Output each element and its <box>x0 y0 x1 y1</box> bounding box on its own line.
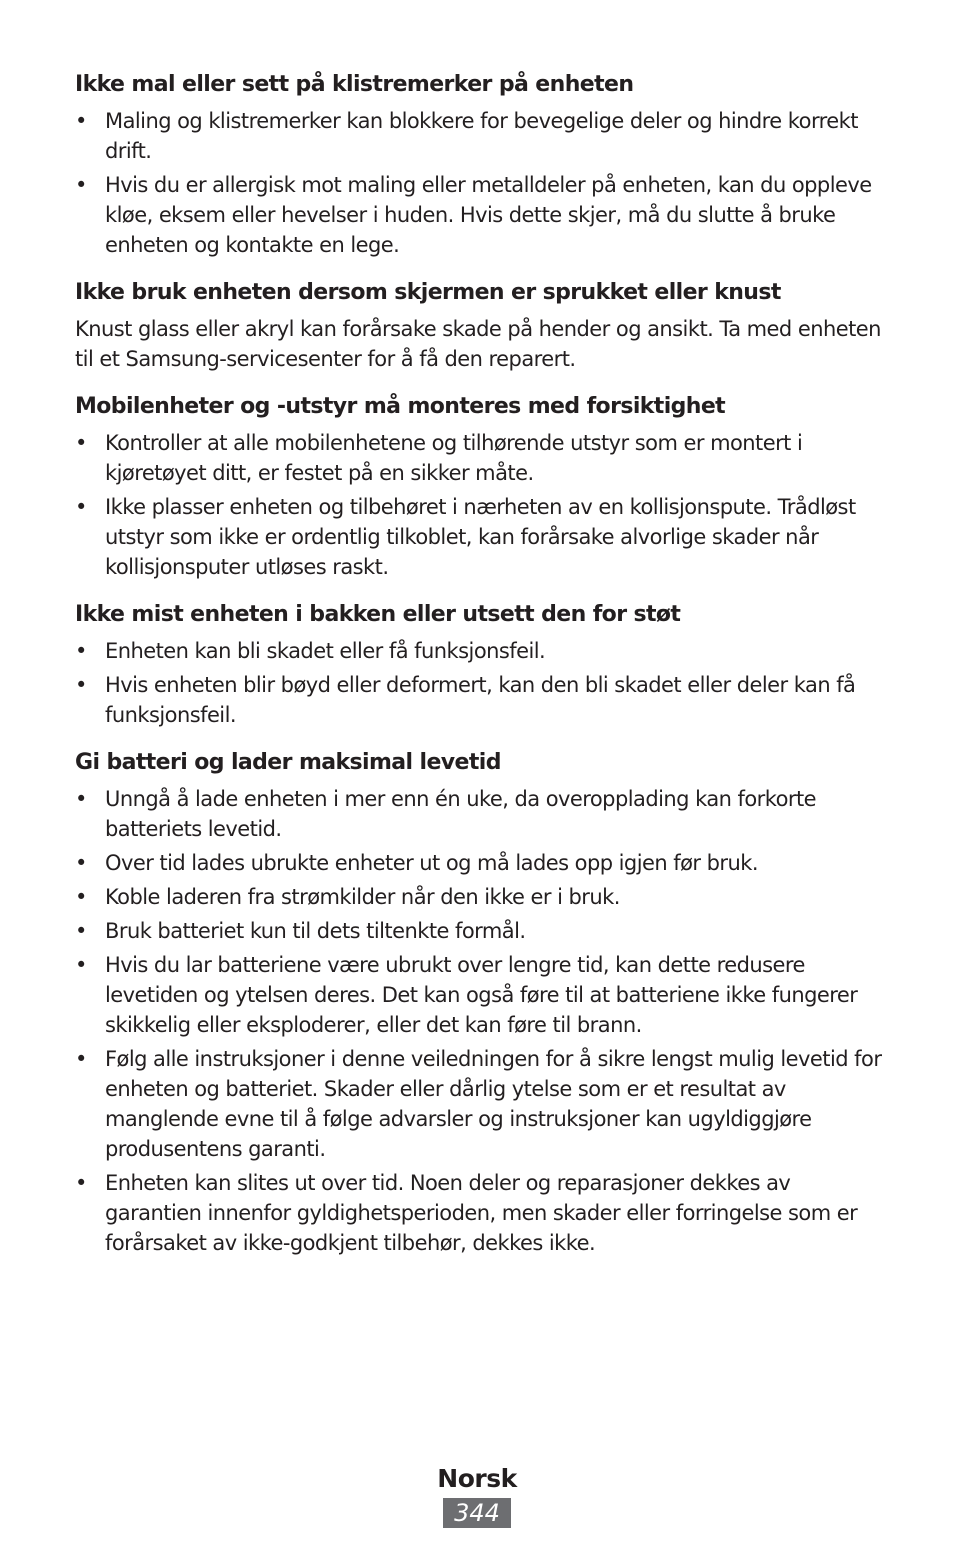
bullet-icon: • <box>75 1047 87 1071</box>
list-item-text: Hvis du er allergisk mot maling eller metalldeler på enheten, kan du oppleve kløe, eksem eller hevelser i huden. Hvis dette skjer, må du slutte å bruke enheten og kontakte en lege. <box>105 173 872 257</box>
list-item-text: Følg alle instruksjoner i denne veiledningen for å sikre lengst mulig levetid for enheten og batteriet. Skader eller dårlig ytelse som er et resultat av manglende evne til å følge advarsler og instruksjoner kan ugyldiggjøre produsentens garanti. <box>105 1047 882 1161</box>
list-item <box>75 882 887 912</box>
bullet-icon: • <box>75 431 87 455</box>
section-drop-impact <box>75 600 887 730</box>
footer-language: Norsk <box>437 1464 517 1493</box>
section-battery-life <box>75 748 887 1258</box>
section-heading: Ikke mist enheten i bakken eller utsett den for støt <box>75 602 681 627</box>
list-item-text: Koble laderen fra strømkilder når den ikke er i bruk. <box>105 885 620 909</box>
list-item-text: Hvis du lar batteriene være ubrukt over lengre tid, kan dette redusere levetiden og ytelsen deres. Det kan også føre til at batteriene ikke fungerer skikkelig eller eksploderer, eller det kan føre til brann. <box>105 953 858 1037</box>
list-item <box>75 106 887 166</box>
list-item-text: Unngå å lade enheten i mer enn én uke, da overopplading kan forkorte batteriets levetid. <box>105 787 817 841</box>
section-paragraph: Knust glass eller akryl kan forårsake skade på hender og ansikt. Ta med enheten til et Samsung-servicesenter for å få den reparert. <box>75 317 881 371</box>
section-heading: Ikke mal eller sett på klistremerker på enheten <box>75 72 634 97</box>
section-paint-stickers <box>75 70 887 260</box>
section-heading: Mobilenheter og -utstyr må monteres med forsiktighet <box>75 394 726 419</box>
list-item-text: Bruk batteriet kun til dets tiltenkte formål. <box>105 919 526 943</box>
bullet-list <box>75 784 887 1258</box>
list-item-text: Enheten kan bli skadet eller få funksjonsfeil. <box>105 639 546 663</box>
list-item <box>75 1044 887 1164</box>
list-item <box>75 492 887 582</box>
bullet-list <box>75 106 887 260</box>
bullet-icon: • <box>75 851 87 875</box>
bullet-list <box>75 636 887 730</box>
list-item-text: Maling og klistremerker kan blokkere for bevegelige deler og hindre korrekt drift. <box>105 109 858 163</box>
page-number: 344 <box>443 1498 511 1528</box>
bullet-list <box>75 428 887 582</box>
bullet-icon: • <box>75 109 87 133</box>
list-item-text: Ikke plasser enheten og tilbehøret i nærheten av en kollisjonspute. Trådløst utstyr som ikke er ordentlig tilkoblet, kan forårsake alvorlige skader når kollisjonsputer utløses raskt. <box>105 495 856 579</box>
bullet-icon: • <box>75 495 87 519</box>
list-item <box>75 950 887 1040</box>
list-item <box>75 428 887 488</box>
list-item <box>75 170 887 260</box>
list-item-text: Over tid lades ubrukte enheter ut og må lades opp igjen før bruk. <box>105 851 758 875</box>
list-item-text: Kontroller at alle mobilenhetene og tilhørende utstyr som er montert i kjøretøyet ditt, er festet på en sikker måte. <box>105 431 803 485</box>
list-item <box>75 670 887 730</box>
section-heading: Ikke bruk enheten dersom skjermen er sprukket eller knust <box>75 280 781 305</box>
page-footer <box>0 1462 954 1528</box>
bullet-icon: • <box>75 787 87 811</box>
list-item <box>75 848 887 878</box>
document-body <box>75 70 887 1276</box>
list-item <box>75 1168 887 1258</box>
bullet-icon: • <box>75 919 87 943</box>
section-heading: Gi batteri og lader maksimal levetid <box>75 750 501 775</box>
list-item <box>75 784 887 844</box>
list-item <box>75 916 887 946</box>
bullet-icon: • <box>75 1171 87 1195</box>
section-cracked-screen <box>75 278 887 374</box>
bullet-icon: • <box>75 953 87 977</box>
list-item-text: Hvis enheten blir bøyd eller deformert, kan den bli skadet eller deler kan få funksjonsfeil. <box>105 673 856 727</box>
list-item-text: Enheten kan slites ut over tid. Noen deler og reparasjoner dekkes av garantien innenfor gyldighetsperioden, men skader eller forringelse som er forårsaket av ikke-godkjent tilbehør, dekkes ikke. <box>105 1171 858 1255</box>
section-mounting <box>75 392 887 582</box>
list-item <box>75 636 887 666</box>
bullet-icon: • <box>75 885 87 909</box>
bullet-icon: • <box>75 639 87 663</box>
bullet-icon: • <box>75 173 87 197</box>
bullet-icon: • <box>75 673 87 697</box>
